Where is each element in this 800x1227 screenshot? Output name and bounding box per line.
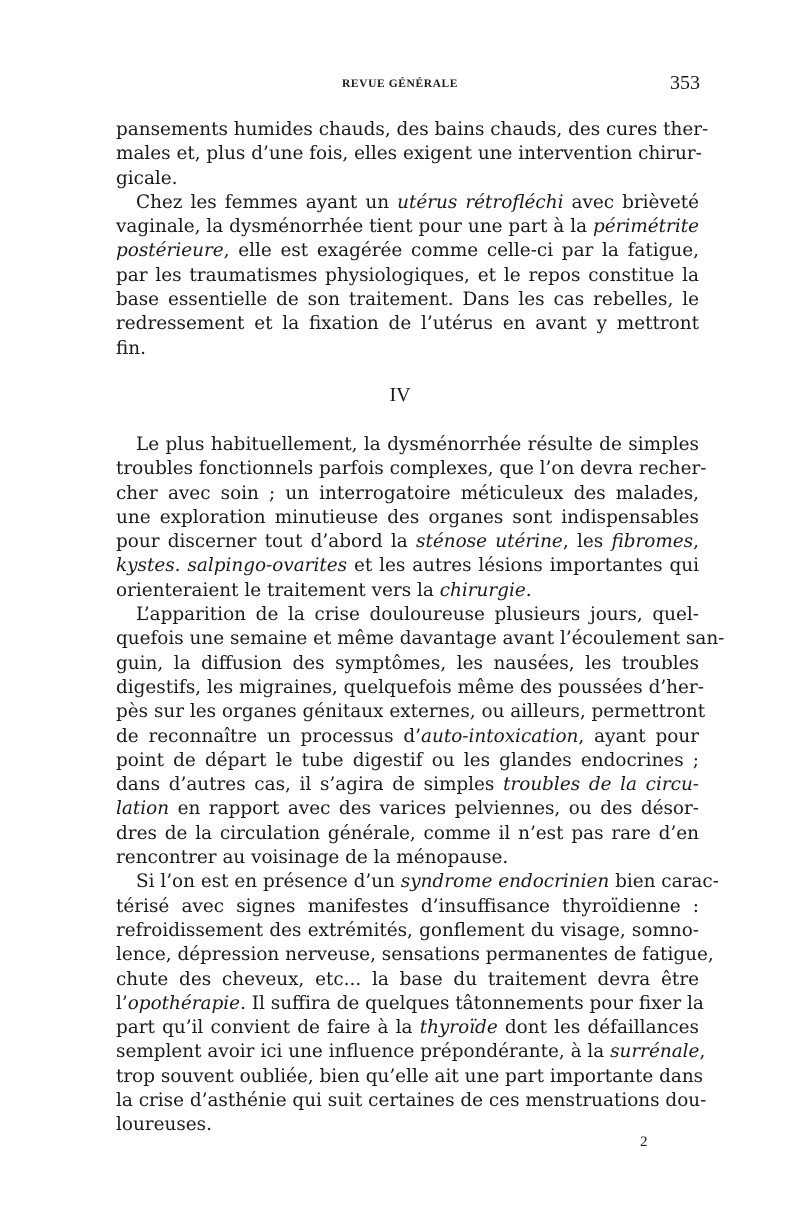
text-line: dans d’autres cas, il s’agira de simples troubles de la circu-	[116, 774, 700, 796]
italic-term: troubles de la circu-	[503, 774, 700, 796]
italic-term: postérieure	[116, 240, 224, 262]
section-1-text	[116, 118, 709, 361]
text-line: troubles fonctionnels parfois complexes, que l’on devra recher-	[116, 458, 707, 480]
page-number: 353	[670, 72, 700, 94]
text-line: L’apparition de la crise douloureuse plusieurs jours, quel-	[136, 604, 699, 626]
text-line: orienteraient le traitement vers la chirurgie.	[116, 579, 532, 601]
text-line: chute des cheveux, etc... la base du traitement devra être	[116, 968, 699, 990]
text-line: Si l’on est en présence d’un syndrome endocrinien bien carac-	[136, 871, 719, 893]
text-line: gicale.	[116, 167, 178, 189]
text-line: quefois une semaine et même davantage avant l’écoulement san-	[116, 628, 725, 650]
text-line: redressement et la fixation de l’utérus en avant y mettront	[116, 313, 699, 335]
text-line: rencontrer au voisinage de la ménopause.	[116, 847, 509, 869]
italic-term: périmétrite	[593, 216, 699, 238]
italic-term: fibromes	[611, 531, 694, 553]
text-line: fin.	[116, 337, 146, 359]
text-line: la crise d’asthénie qui suit certaines de ces menstruations dou-	[116, 1090, 707, 1112]
text-line: dres de la circulation générale, comme il n’est pas rare d’en	[116, 822, 699, 844]
text-line: males et, plus d’une fois, elles exigent une intervention chirur-	[116, 143, 702, 165]
text-line: lence, dépression nerveuse, sensations permanentes de fatigue,	[116, 944, 714, 966]
text-line: digestifs, les migraines, quelquefois même des poussées d’her-	[116, 676, 704, 698]
text-line: trop souvent oubliée, bien qu’elle ait une part importante dans	[116, 1065, 704, 1087]
text-line: une exploration minutieuse des organes sont indispensables	[116, 506, 699, 528]
text-line: pansements humides chauds, des bains chauds, des cures ther-	[116, 119, 709, 140]
italic-term: auto-intoxication	[421, 725, 579, 747]
text-line: kystes. salpingo-ovarites et les autres lésions importantes qui	[116, 555, 700, 577]
italic-term: syndrome endocrinien	[400, 871, 610, 893]
italic-term: chirurgie	[439, 579, 526, 601]
text-line: lation en rapport avec des varices pelviennes, ou des désor-	[116, 798, 699, 820]
text-line: point de départ le tube digestif ou les glandes endocrines ;	[116, 749, 699, 771]
text-line: base essentielle de son traitement. Dans les cas rebelles, le	[116, 289, 699, 311]
text-line: loureuses.	[116, 1114, 212, 1136]
text-line: semplent avoir ici une influence prépondérante, à la surrénale,	[116, 1041, 706, 1063]
italic-term: lation	[116, 798, 170, 820]
italic-term: thyroïde	[419, 1017, 498, 1039]
text-line: Le plus habituellement, la dysménorrhée résulte de simples	[136, 434, 699, 455]
running-title: REVUE GÉNÉRALE	[342, 78, 459, 90]
italic-term: sténose utérine	[416, 531, 563, 553]
italic-term: opothérapie	[127, 992, 241, 1014]
text-line: Chez les femmes ayant un utérus rétrofléchi avec brièveté	[136, 191, 699, 213]
text-line: guin, la diffusion des symptômes, les nausées, les troubles	[116, 652, 699, 674]
text-line: par les traumatismes physiologiques, et le repos constitue la	[116, 264, 699, 286]
signature-mark: 2	[640, 1134, 648, 1150]
text-line: cher avec soin ; un interrogatoire méticuleux des malades,	[116, 482, 699, 504]
text-line: pour discerner tout d’abord la sténose utérine, les fibromes,	[116, 531, 699, 553]
text-line: pès sur les organes génitaux externes, ou ailleurs, permettront	[116, 701, 706, 723]
section-heading: IV	[389, 384, 411, 406]
text-line: de reconnaître un processus d’auto-intoxication, ayant pour	[116, 725, 699, 747]
italic-term: utérus rétrofléchi	[397, 191, 564, 213]
text-line: part qu’il convient de faire à la thyroïde dont les défaillances	[116, 1017, 699, 1039]
section-4-text	[116, 433, 725, 1138]
italic-term: surrénale	[610, 1041, 700, 1063]
text-line: refroidissement des extrémités, gonflement du visage, somno-	[116, 919, 699, 941]
text-line: vaginale, la dysménorrhée tient pour une part à la périmétrite	[116, 216, 699, 238]
italic-term: kystes. salpingo-ovarites	[116, 555, 348, 577]
text-line: postérieure, elle est exagérée comme celle-ci par la fatigue,	[116, 240, 699, 262]
text-line: l’opothérapie. Il suffira de quelques tâtonnements pour fixer la	[116, 992, 704, 1014]
text-line: térisé avec signes manifestes d’insuffisance thyroïdienne :	[116, 895, 699, 917]
